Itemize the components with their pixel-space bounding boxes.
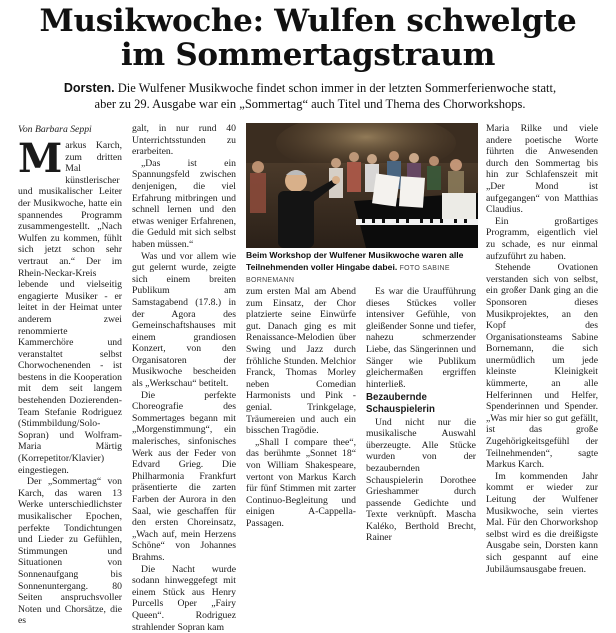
col3-paragraph-2: „Shall I compare thee“, das berühmte „Sonnet 18“ von William Shakespeare, vertont von Markus Karch für fünf Stimmen mit zarter Continuo-Begleitung und einigen A-Cappella-Passagen. <box>246 436 356 529</box>
subheading: Bezaubernde Schauspielerin <box>366 392 435 415</box>
concert-photo <box>246 123 478 248</box>
col2-paragraph-3: Was und vor allem wie gut gelernt wurde, zeigte sich einem breiten Publikum am Samstagabend (17.8.) in der Agora des Gemeinschaftshauses mit einem grandiosen Konzert, von den Organisatoren der Musikwoche bescheiden als „Werkschau“ betitelt. <box>132 250 236 390</box>
lead-line-2: aber zu 29. Ausgabe war ein „Sommertag“ auch Titel und Thema des Chorworkshops. <box>94 96 526 111</box>
col2-paragraph-4: Die perfekte Choreografie des Sommertages begann mit „Morgenstimmung“, ein malerisches, sinfonisches Werk aus der Feder von Edvard Grieg. Die Philharmonia Frankfurt präsentierte die zarten Farben der Aurora in den Saal, wie geschaffen für den ersten Choreinsatz, „Wach auf, mein Herzens Schöne“ von Johannes Brahms. <box>132 389 236 563</box>
caption-text: Beim Workshop der Wulfener Musikwoche waren alle Teilnehmenden voller Hingabe dabei. <box>246 250 464 272</box>
col4-paragraph-2: Und nicht nur die musikalische Auswahl überzeugte. Alle Stücke wurden von der bezaubernden Schauspielerin Dorothee Grieshammer durch passende Gedichte und Texte verknüpft. Mascha Kaléko, Berthold Brecht, Rainer <box>366 416 476 544</box>
byline: Von Barbara Seppi <box>18 124 92 135</box>
lead-text-1: Die Wulfener Musikwoche findet schon immer in der letzten Sommerferienwoche statt, <box>117 81 557 95</box>
col2-paragraph-1: galt, in nur rund 40 Unterrichtsstunden zu erarbeiten. <box>132 123 236 158</box>
column-1 <box>18 135 122 627</box>
drop-cap: M <box>18 135 63 182</box>
col4-paragraph-1: Es war die Uraufführung dieses Stückes voller intensiver Gefühle, von gleißender Sonne und tiefer, nahezu schmerzender Liebe, das Sängerinnen und Sänger wie Publikum gleichermaßen ergriffen hinterließ. <box>366 286 476 390</box>
photo-caption <box>246 250 478 287</box>
col3-paragraph-1: zum ersten Mal am Abend zum Einsatz, der Chor platzierte seine Einwürfe gut. Danach ging es mit Renaissance-Melodien über Swing und Jazz durch fröhliche Stunden. Melchior Franck, Thomas Morley neben Comedian Harmonists und Pink - genial. Trinkgelage, Träumereien und auch ein bisschen Tragödie. <box>246 286 356 437</box>
col1-paragraph-2: Der „Sommertag“ von Karch, das waren 13 Werke unterschiedlichster musikalischer Epochen, perfekte Tondichtungen und Lieder zu Gefühlen, Stimmungen und Situationen von Sonnenaufgang bis Sonnenuntergang. 80 Seiten anspruchsvoller Noten und Chorsätze, die es <box>18 476 122 627</box>
col5-paragraph-2: Ein großartiges Programm, eigentlich viel zu schade, es nur einmal aufzuführt zu haben. <box>486 215 598 262</box>
col5-paragraph-1: Maria Rilke und viele andere poetische Worte führten die Anwesenden durch den Sommertag bis hin zur Schlafenszeit mit „Der Mond ist aufgegangen“ von Matthias Claudius. <box>486 123 598 216</box>
column-5 <box>486 123 598 575</box>
col2-paragraph-2: „Das ist ein Spannungsfeld zwischen denjenigen, die viel Erfahrung mitbringen und schnell lernen und den etwas weniger Erfahrenen, die Geduld mit sich selbst haben müssen.“ <box>132 157 236 250</box>
col5-paragraph-3: Stehende Ovationen verstanden sich von selbst, ein großer Dank ging an die Sponsoren dieses Musikprojektes, an den Kopf des Organisationsteams Sabine Bornemann, die sich unermüdlich um jede kleinste Kleinigkeit kümmerte, an alle Helferinnen und Helfer, Spenderinnen und Spender. „Was mir hier so gut gefällt, ist das große Zugehörigkeitsgefühl der Teilnehmenden“, sagte Markus Karch. <box>486 262 598 471</box>
lead-place: Dorsten. <box>63 81 115 95</box>
col1-paragraph-1-text: arkus Karch, zum dritten Mal künstlerischer und musikalischer Leiter der Musikwoche, hatte ein spannendes Programm zusammengestellt. „Nach Wulfen zu kommen, fühlt sich jetzt schon sehr vertraut an.“ Der im Rhein-Neckar-Kreis lebende und vielseitig engagierte Musiker - er leitet in der Heimat unter anderem zwei renommierte Kammerchöre und veranstaltet selbst Chorwochenenden - ist bestens in die Kooperation mit dem seit langem bestehenden Dozierenden-Team Stefanie Rodriguez (Stimmbildung/Solo-Sopran) und Wolfram-Maria Märtig (Korrepetitor/Klavier) eingestiegen. <box>18 140 122 476</box>
col5-paragraph-4: Im kommenden Jahr kommt er wieder zur Leitung der Wulfener Musikwoche, sein viertes Mal. Für den Chorworkshop selbst wird es die dreißigste Ausgabe sein, Dorsten kann sich gespannt auf eine Jubiläumsausgabe freuen. <box>486 470 598 575</box>
workshop-illustration <box>246 123 478 248</box>
column-2 <box>132 123 236 633</box>
col1-paragraph-1 <box>18 135 122 476</box>
column-4 <box>366 286 476 544</box>
col2-paragraph-5: Die Nacht wurde sodann hinweggefegt mit einem Stück aus Henry Purcells Oper „Fairy Queen“. Rodriguez strahlender Sopran kam <box>132 563 236 633</box>
lead-paragraph <box>20 81 600 112</box>
headline <box>0 4 616 72</box>
photo-credit: FOTO SABINE BORNEMANN <box>246 264 450 285</box>
lead-line-1 <box>20 81 600 97</box>
headline-line-2: im Sommertagstraum <box>120 37 496 73</box>
headline-line-1: Musikwoche: Wulfen schwelgte <box>39 3 577 39</box>
